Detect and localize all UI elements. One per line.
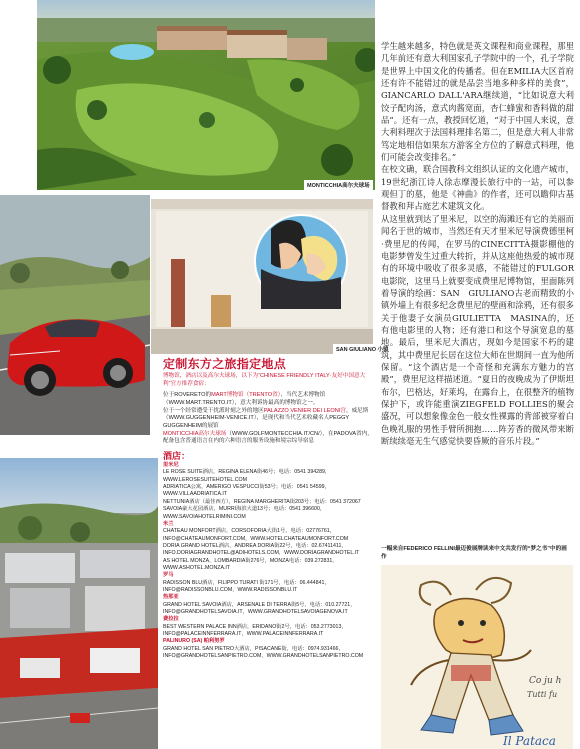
drawing-handwriting: Tutti fu bbox=[527, 690, 558, 699]
mural-photo bbox=[151, 199, 373, 354]
hotel-city: 费拉拉 bbox=[163, 616, 179, 623]
article-paragraph: 从这里就到达了里米尼，以空的海滩还有它的美丽而闻名于世的城市，当然还有天才里米尼导演费德里柯·费里尼的传闻，在罗马的CINECITTÀ摄影棚他的电影梦曾发生过重大转折，并从这座他热爱的城市现有的环境中吸收了很多灵感，不能错过的FULGOR电影院，这里马上就要变成费里尼博物馆，里面陈列着导演的绘画：SAN GIULIANO古老而精致的小镇外墙上有很多纪念费里尼的壁画和涂鸦，还有很多关于他妻子女演员GIULIETTA MASINA的，还有他电影里的人物；还有港口和这个导演宽息的墓地。最后，里米尼大酒店，现如今是国家不朽的建筑，其中费里尼长居在这位大师在世期间一直为他所保留。“这个酒店是一个奇怪和充满东方魅力的宫殿”，费里尼这样描述道。“夏日的夜晚成为了伊斯坦布尔，巴格达，好莱坞，在露台上，在很整齐的植物保护下，或许能重演ZIEGFELD FOLLIES的聚会盛况，可以想象像金色一般女性裸露的背部被穿着白色晚礼服的男性手臂所拥抱……阵芳香的微风带来断断续续毫无生气感觉快要昏厥的音乐片段。” bbox=[381, 213, 574, 446]
hotel-entry: LE ROSE SUITE酒店，REGINA ELENA街46号；电话：0541 394289，WWW.LEROSESUITEHOTEL.COM bbox=[163, 469, 331, 483]
fellini-drawing-caption: 一幅来自FEDERICO FELLINI最迈俊展牌读来中文共发行的“梦之书”中的画作 bbox=[381, 546, 567, 560]
guide-item: 位于一个经常遭受干扰派时刻之外的地区PALAZZO VENIER DEI LEONI宫，威尼斯（WWW.GUGGENHEIM-VENICE.IT），是现代和当代艺术收藏名人PEGGY GUGGENHEIM的展馆 bbox=[163, 407, 369, 429]
drawing-signature: Il Pataca bbox=[503, 734, 556, 748]
article-paragraph: 学生越来越多，特色就是英文课程和商业课程，那里几年前还有意大利国家孔子学院中的一个，孔子学院是世界上中国文化的传播者。但在EMILIA大区首府还有许不能错过的就是品尝当地多种多样的美食”，GIANCARLO DALL'ARA继续道，“比如说意大利饺子配肉汤，意式肉酱宽面，杏仁蜂蜜和香料做的甜品”。还有一点，教授回忆道，“对于中国人来说，意大利料理次于法国料理排名第二，但是意大利人非常笃定地相信如果东方游客全方位的了解意式料理，他们可能会改变排名。” bbox=[381, 41, 574, 163]
aerial-factory-photo bbox=[0, 458, 158, 749]
travel-guide-box bbox=[163, 358, 375, 742]
hotels-heading: 酒店： bbox=[163, 451, 191, 462]
hotel-city: 里米尼 bbox=[163, 462, 179, 469]
hotel-entry: GRAND HOTEL SAVOIA酒店，ARSENALE DI TERRA街5号，电话：010.27721，INFO@GRANDHOTELSAVOIA.IT，WWW.GRANDHOTELSAVOIAGENOVA.IT bbox=[163, 601, 356, 615]
hotel-city: PALINURO (SA) 帕利努罗 bbox=[163, 638, 225, 645]
article-paragraph: 在校文确，联合国教科文组织认证的文化遗产城市，19世纪浙江诗人徐志摩漫长旅行中的一站，可以参观但丁的墓，他是《神曲》的作者，还可以瞻仰古基督教和拜占庭艺术建筑文化。 bbox=[381, 164, 574, 212]
mural-photo-caption: SAN GIULIANO 小镇 bbox=[333, 344, 392, 354]
hotel-entry: RADISSON BLU酒店，FILIPPO TURATI 街171号，电话：06.444841，INFO@RADISSONBLU.COM，WWW.RADISSONBLU.IT bbox=[163, 579, 330, 593]
golf-photo-caption: MONTICCHIA高尔夫球场 bbox=[304, 180, 373, 190]
guide-title: 定制东方之旅指定地点 bbox=[163, 357, 287, 371]
hotel-entry: CHATEAU MONFORT酒店，CORSOFORIA大街1号，电话：02776761，INFO@CHATEAUMONFORT.COM，WWW.HOTELCHATEAUMONFORT.COM bbox=[163, 528, 349, 542]
drawing-handwriting: Co ju h bbox=[529, 676, 562, 686]
ferrari-car-photo bbox=[0, 195, 150, 435]
guide-subtitle: 博物馆，酒店以及高尔夫球场，以下为“CHINESE FRIENDLY ITALY·友好中国意大利”官方推荐食宿： bbox=[163, 373, 366, 387]
hotel-city: 热那亚 bbox=[163, 594, 179, 601]
hotel-entry: AS HOTEL MONZA，LOMBARDIA街276号，MONZA电话：039.272831，WWW.ASHOTEL.MONZA.IT bbox=[163, 557, 338, 571]
hotel-entry: BEST WESTERN PALACE INN酒店，ERIDANO街2号，电话：053.2773013，INFO@PALACEINNFERRARA.IT，WWW.PALACEINNFERRARA.IT bbox=[163, 623, 347, 638]
fellini-sketch-drawing bbox=[381, 565, 573, 749]
hotel-entry: NETTUNIA酒店（最佳西方），REGINA MARGHERITA街203号；电话：0541 372067 bbox=[163, 498, 361, 505]
hotel-list bbox=[163, 462, 375, 660]
hotel-city: 罗马 bbox=[163, 572, 174, 579]
hotel-entry: ADRIATICA公寓，AMERIGO VESPUCCI街53号；电话：0541 54599，WWW.VILLAADRIATICA.IT bbox=[163, 484, 330, 498]
guide-item: 位于ROVERETO的MART博物馆（TRENTO省），当代艺术博物馆（WWW.MART.TRENTO.IT），意大利诉协最高的博物馆之一。 bbox=[163, 392, 326, 406]
hotel-entry: DORIA GRAND HOTEL酒店，ANDREA DORIA街22号，电话：02.67411411，INFO.DORIAGRANDHOTEL@ADIHOTELS.COM，WWW.DORIAGRANDHOTEL.IT bbox=[163, 542, 360, 557]
guide-recommendations bbox=[163, 392, 375, 446]
guide-item: MONTICCHIA高尔夫球场（WWW.GOLFMONTECCHIA.IT/CN/），在PADOVA省内，配备包含普通语言在内的六种语言的服务设施和境宗综导宿息 bbox=[163, 430, 373, 445]
hotel-entry: SAVOIA豪大花园酒店，MURRI海滨大道13号；电话：0541 396600，WWW.SAVOIAHOTELRIMINI.COM bbox=[163, 506, 326, 520]
hotel-entry: GRAND HOTEL SAN PIETRO大酒店，PISACANE街，电话：0974.931466，INFO@GRANDHOTELSANPIETRO.COM，WWW.GRANDHOTELSANPIETRO.COM bbox=[163, 645, 364, 660]
hotel-city: 米兰 bbox=[163, 520, 174, 527]
article-body bbox=[381, 40, 574, 447]
golf-course-photo bbox=[37, 0, 375, 190]
